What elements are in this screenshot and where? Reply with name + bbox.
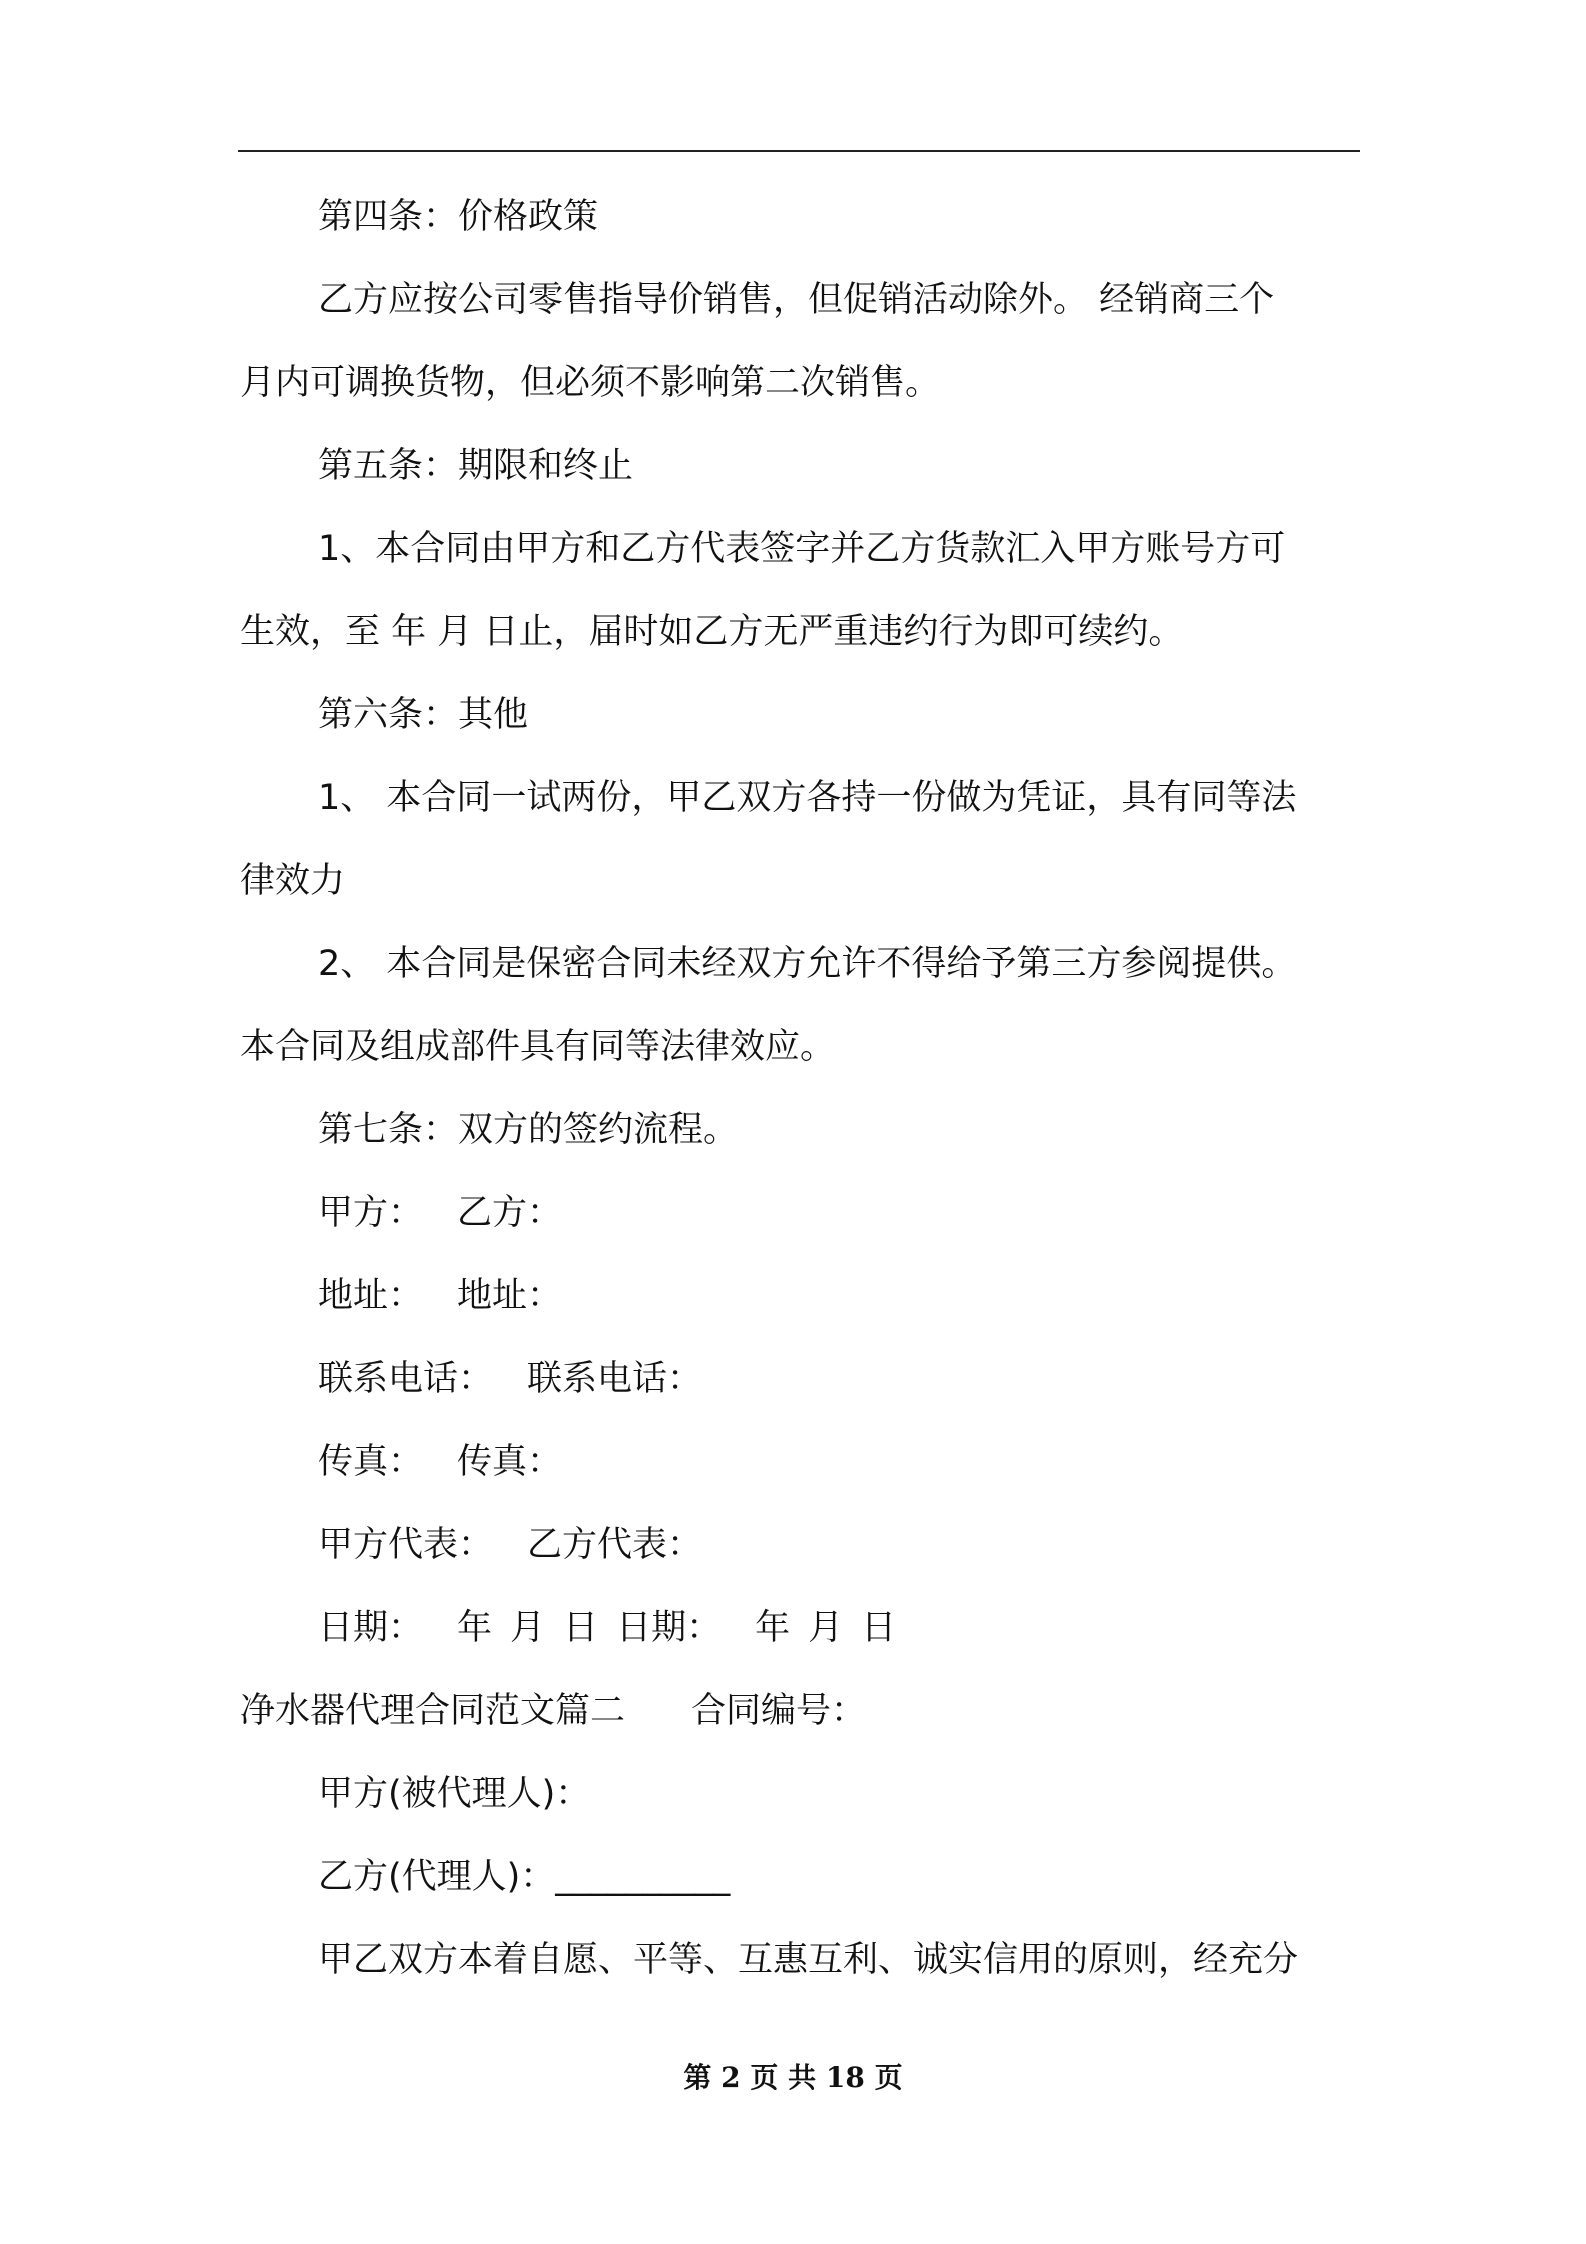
date-b-month: 月 <box>808 1608 844 1648</box>
paragraph-line: 2、 本合同是保密合同未经双方允许不得给予第三方参阅提供。 <box>318 944 1297 984</box>
date-a-year: 年 <box>457 1608 493 1648</box>
signature-phone-row <box>318 1357 702 1401</box>
rep-a-label: 甲方代表： <box>318 1525 494 1565</box>
signature-date-row <box>318 1606 896 1650</box>
signature-party-row <box>318 1191 562 1235</box>
paragraph-line: 甲乙双方本着自愿、平等、互惠互利、诚实信用的原则，经充分 <box>318 1940 1299 1980</box>
rep-b-label: 乙方代表： <box>527 1525 703 1565</box>
paragraph-line: 1、本合同由甲方和乙方代表签字并乙方货款汇入甲方账号方可 <box>318 529 1286 569</box>
second-contract-title-row <box>240 1689 866 1733</box>
article-7-heading: 第七条：双方的签约流程。 <box>318 1110 739 1150</box>
date-a-month: 月 <box>510 1608 546 1648</box>
date-b-day: 日 <box>861 1608 897 1648</box>
paragraph-line: 乙方应按公司零售指导价销售，但促销活动除外。 经销商三个 <box>318 280 1275 320</box>
date-a-day: 日 <box>563 1608 599 1648</box>
contract-number-label: 合同编号： <box>691 1691 867 1731</box>
party-b-label: 乙方： <box>457 1193 563 1233</box>
paragraph-line: 月内可调换货物，但必须不影响第二次销售。 <box>240 363 941 403</box>
article-5-heading: 第五条：期限和终止 <box>318 446 634 486</box>
paragraph-line: 生效，至 年 月 日止，届时如乙方无严重违约行为即可续约。 <box>240 612 1184 652</box>
paragraph-line: 1、 本合同一试两份，甲乙双方各持一份做为凭证，具有同等法 <box>318 778 1297 818</box>
paragraph-line: 律效力 <box>240 861 346 901</box>
article-6-heading: 第六条：其他 <box>318 695 529 735</box>
second-contract-title: 净水器代理合同范文篇二 <box>240 1691 626 1731</box>
signature-fax-row <box>318 1440 562 1484</box>
party-a-label: 甲方： <box>318 1193 424 1233</box>
fax-b-label: 传真： <box>457 1442 563 1482</box>
phone-a-label: 联系电话： <box>318 1359 494 1399</box>
address-b-label: 地址： <box>457 1276 563 1316</box>
date-b-label: 日期： <box>616 1608 722 1648</box>
principal-label: 甲方(被代理人)： <box>318 1774 591 1814</box>
page-number-footer: 第 2 页 共 18 页 <box>683 2061 903 2094</box>
date-b-year: 年 <box>755 1608 791 1648</box>
signature-address-row <box>318 1274 562 1318</box>
address-a-label: 地址： <box>318 1276 424 1316</box>
paragraph-line: 本合同及组成部件具有同等法律效应。 <box>240 1027 836 1067</box>
signature-rep-row <box>318 1523 702 1567</box>
phone-b-label: 联系电话： <box>527 1359 703 1399</box>
header-rule <box>238 150 1360 152</box>
date-a-label: 日期： <box>318 1608 424 1648</box>
agent-label: 乙方(代理人)：__________ <box>318 1857 731 1897</box>
article-4-heading: 第四条：价格政策 <box>318 197 599 237</box>
fax-a-label: 传真： <box>318 1442 424 1482</box>
